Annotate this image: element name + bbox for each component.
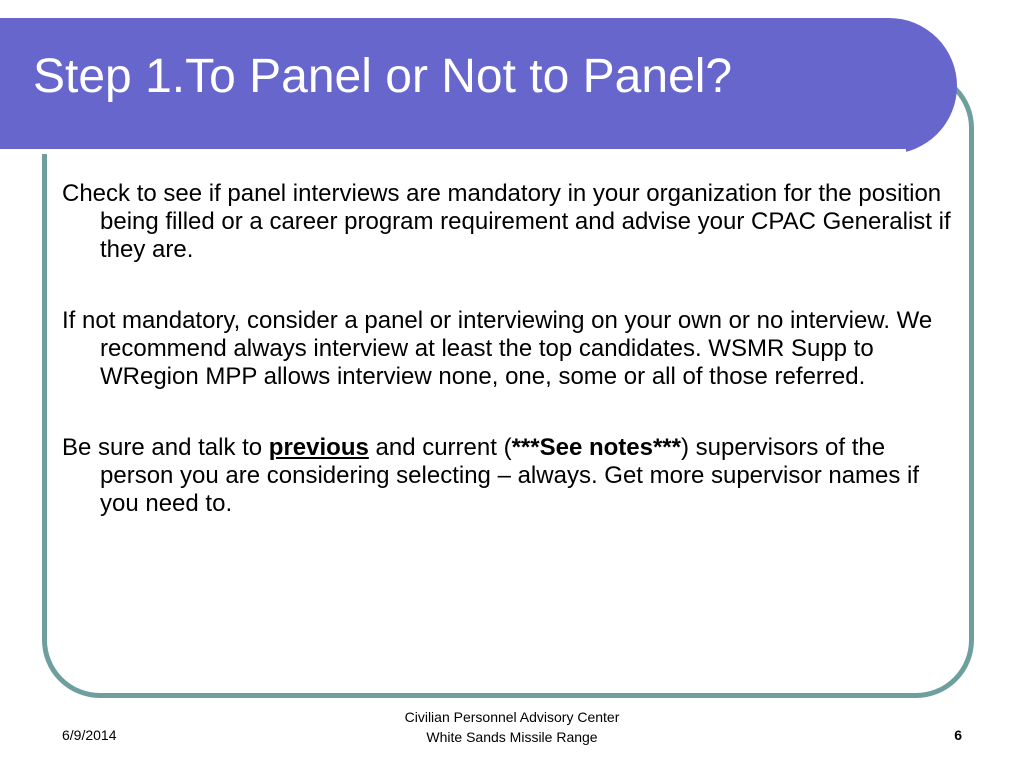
paragraph-talk-to-supervisors <box>62 434 962 518</box>
see-notes-emphasis: ***See notes*** <box>511 434 681 461</box>
paragraph-text-part: Be sure and talk to <box>62 434 269 461</box>
paragraph-text-part: and current ( <box>368 434 512 461</box>
emphasis-previous: previous <box>268 434 369 461</box>
footer-org-line1: Civilian Personnel Advisory Center <box>404 709 620 725</box>
footer-org-line2: White Sands Missile Range <box>426 729 598 745</box>
footer-date: 6/9/2014 <box>62 727 117 743</box>
footer-organization <box>312 707 712 747</box>
slide-body <box>62 180 962 561</box>
paragraph-text-part: ) supervisors of the person you are considering selecting – always. Get more supervisor names if you need to. <box>100 434 920 517</box>
paragraph-not-mandatory: If not mandatory, consider a panel or interviewing on your own or no interview. We recommend always interview at least the top candidates. WSMR Supp to WRegion MPP allows interview none, one, some or all of those referred. <box>62 307 933 390</box>
page-number: 6 <box>954 727 962 743</box>
paragraph-mandatory-check: Check to see if panel interviews are mandatory in your organization for the position being filled or a career program requirement and advise your CPAC Generalist if they are. <box>62 180 951 263</box>
slide-title: Step 1.To Panel or Not to Panel? <box>33 50 733 103</box>
title-underline <box>0 149 906 154</box>
